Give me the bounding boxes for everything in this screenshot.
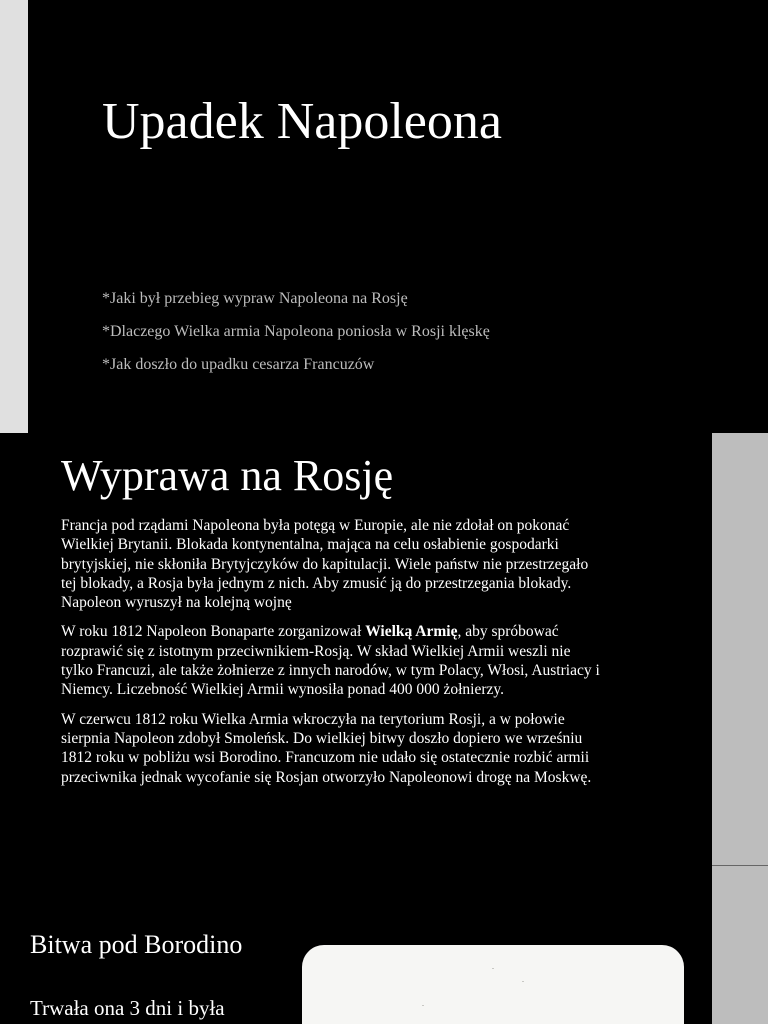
paragraph-text: , aby spróbować rozprawić się z istotnym przeciwnikiem-Rosją. W skład Wielkiej Armii weszli nie tylko Francuzi, ale także żołnierze z innych narodów, w tym Polacy, Włosi, Austriacy i Niemcy. Liczebność Wielkiej Armii wynosiła ponad 400 000 żołnierzy. xyxy=(61,623,600,699)
question-item: *Dlaczego Wielka armia Napoleona poniosła w Rosji klęskę xyxy=(102,323,490,340)
slide-side-panel xyxy=(712,866,768,1024)
image-detail xyxy=(522,981,524,982)
question-item: *Jaki był przebieg wypraw Napoleona na Rosję xyxy=(102,290,408,307)
slide-heading: Wyprawa na Rosję xyxy=(61,451,394,500)
presentation-title: Upadek Napoleona xyxy=(102,93,502,150)
bold-term: Wielką Armię xyxy=(365,623,458,641)
battle-image xyxy=(302,945,684,1024)
slide-title xyxy=(0,0,768,433)
slide-heading: Bitwa pod Borodino xyxy=(30,930,243,959)
paragraph: W czerwcu 1812 roku Wielka Armia wkroczyła na terytorium Rosji, a w połowie sierpnia Napoleon zdobył Smoleńsk. Do wielkiej bitwy doszło dopiero we wrześniu 1812 roku w pobliżu wsi Borodino. Francuzom nie udało się ostatecznie rozbić armii przeciwnika jednak wycofanie się Rosjan otworzyło Napoleonowi drogę na Moskwę. xyxy=(61,710,592,786)
slide-body xyxy=(61,516,601,797)
question-list xyxy=(102,286,490,385)
image-detail xyxy=(492,968,494,969)
paragraph-text: W roku 1812 Napoleon Bonaparte zorganizował xyxy=(61,623,366,641)
slide-side-panel xyxy=(712,433,768,865)
slide-russian-campaign xyxy=(0,433,768,865)
slide-lead-text: Trwała ona 3 dni i była xyxy=(30,996,225,1020)
paragraph xyxy=(61,622,601,699)
paragraph: Francja pod rządami Napoleona była potęgą w Europie, ale nie zdołał on pokonać Wielkiej Brytanii. Blokada kontynentalna, mająca na celu osłabienie gospodarki brytyjskiej, nie skłoniła Brytyjczyków do kapitulacji. Wiele państw nie przestrzegało tej blokady, a Rosja była jednym z nich. Aby zmusić ją do przestrzegania blokady. Napoleon wyruszył na kolejną wojnę xyxy=(61,517,589,612)
slide-side-strip xyxy=(0,0,28,433)
image-detail xyxy=(422,1005,424,1006)
question-item: *Jak doszło do upadku cesarza Francuzów xyxy=(102,356,375,373)
slide-borodino xyxy=(0,866,768,1024)
